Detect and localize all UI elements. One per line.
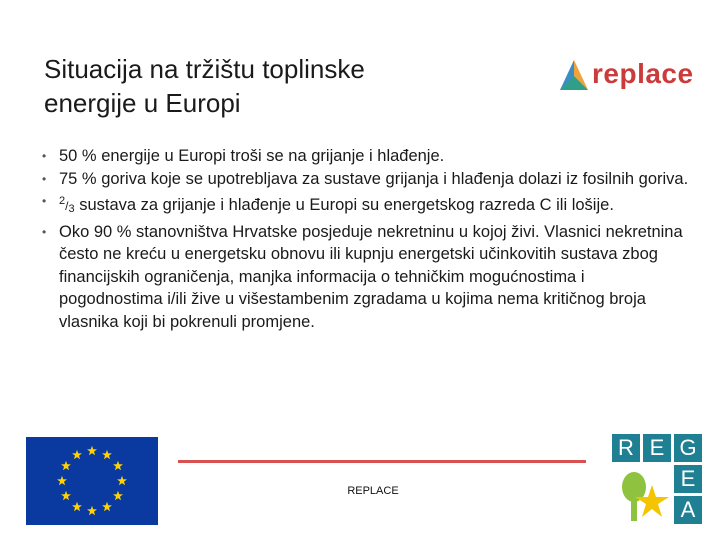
regea-letter-a: A <box>674 496 702 524</box>
footer-divider <box>178 460 586 463</box>
bullet-item <box>42 221 692 334</box>
fraction-denominator: 3 <box>68 203 75 215</box>
eu-star-icon <box>61 461 71 470</box>
eu-star-icon <box>61 491 71 500</box>
eu-stars-icon <box>26 437 158 525</box>
fraction: $^2/_3$ <box>59 195 75 215</box>
regea-letter-r: R <box>612 434 640 462</box>
slide-title-line-2: energije u Europi <box>44 88 241 118</box>
bullet-dot-icon: • <box>42 149 47 163</box>
slide-title-line-1: Situacija na tržištu toplinske <box>44 54 365 84</box>
bullet-dot-icon: • <box>42 224 47 239</box>
regea-emblem <box>612 465 671 524</box>
bullet-item <box>42 168 692 191</box>
fraction-numerator: 2 <box>59 195 66 207</box>
tree-star-icon <box>612 465 671 524</box>
eu-star-icon <box>87 446 97 455</box>
bullet-item <box>42 190 692 221</box>
slide-title <box>44 52 524 120</box>
bullet-text: sustava za grijanje i hlađenje u Europi su energetskog razreda C ili lošije. <box>79 196 614 214</box>
regea-logo <box>612 434 704 526</box>
eu-star-icon <box>72 450 82 459</box>
bullet-list <box>42 145 692 333</box>
bullet-text: 75 % goriva koje se upotrebljava za sustave grijanja i hlađenja dolazi iz fosilnih goriva. <box>59 169 689 188</box>
bullet-dot-icon: • <box>42 194 47 208</box>
regea-letter-g: G <box>674 434 702 462</box>
eu-star-icon <box>72 502 82 511</box>
eu-star-icon <box>57 476 67 485</box>
eu-star-icon <box>102 450 112 459</box>
bullet-text: 50 % energije u Europi troši se na grijanje i hlađenje. <box>59 147 445 165</box>
regea-letter-e: E <box>643 434 671 462</box>
footer-text: REPLACE <box>347 485 399 497</box>
eu-star-icon <box>87 506 97 515</box>
replace-logo-icon <box>556 54 592 94</box>
replace-logo <box>556 52 706 96</box>
bullet-text: Oko 90 % stanovništva Hrvatske posjeduje nekretninu u kojoj živi. Vlasnici nekretnina često ne kreću u energetsku obnovu ili kupnju energetski učinkovitih sustava zbog financijskih ograničenja, manjka informacija o tehničkim mogućnostima i pogodnostima i/ili žive u višestambenim zgradama u kojima nema kritičnog broja vlasnika koji bi pokrenuli promjene. <box>59 222 683 331</box>
eu-star-icon <box>102 502 112 511</box>
bullet-dot-icon: • <box>42 171 47 186</box>
eu-star-icon <box>113 461 123 470</box>
bullet-item <box>42 145 692 168</box>
regea-letter-e2: E <box>674 465 702 493</box>
eu-star-icon <box>117 476 127 485</box>
replace-logo-text: replace <box>592 58 694 89</box>
eu-star-icon <box>113 491 123 500</box>
eu-flag <box>26 437 158 525</box>
